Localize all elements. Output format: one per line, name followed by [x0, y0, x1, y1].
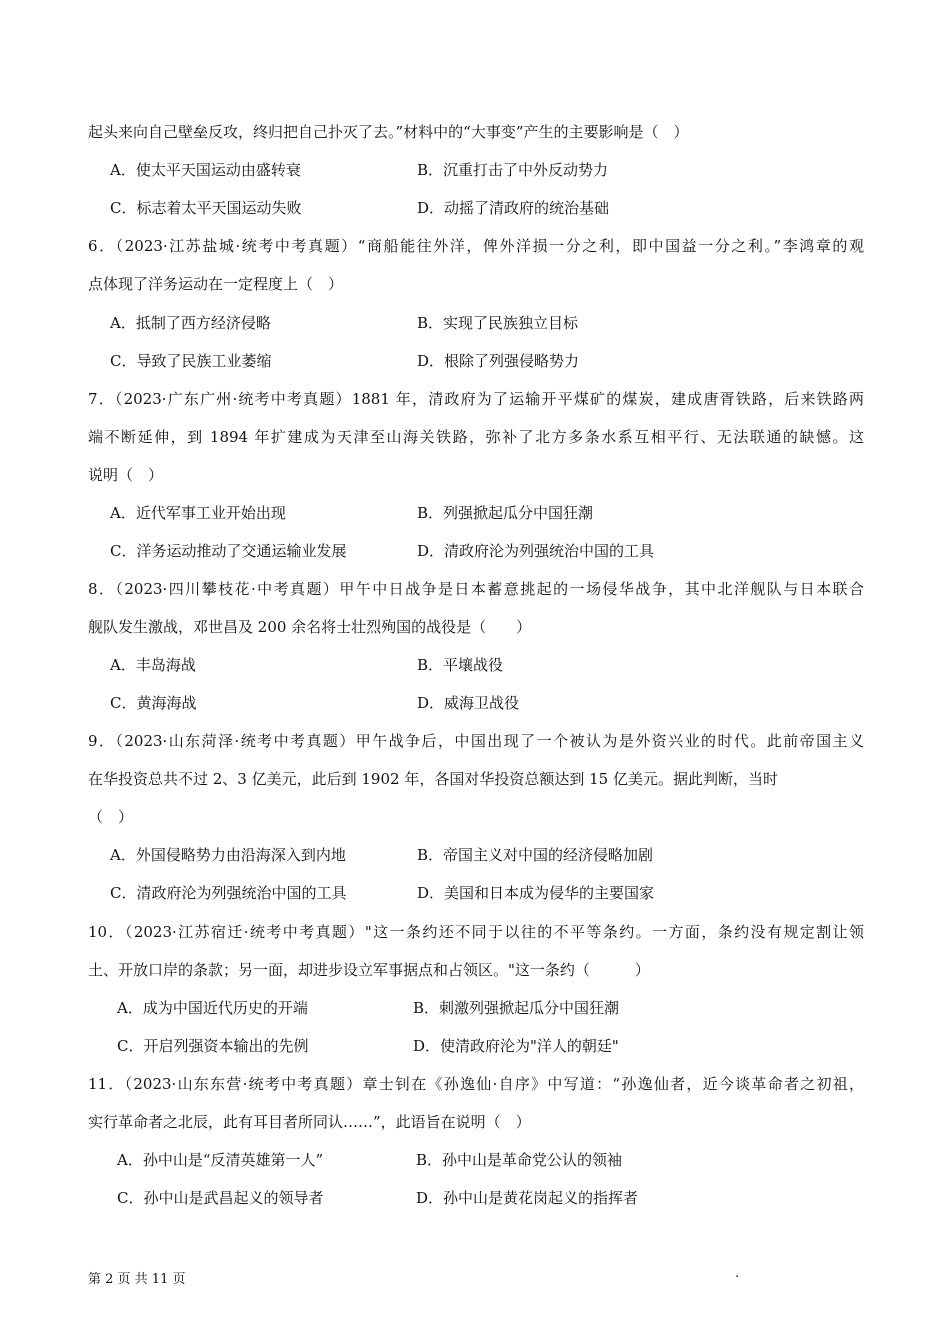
intro-option-d: D．动摇了清政府的统治基础: [417, 199, 610, 217]
question-9-option-c: C．清政府沦为列强统治中国的工具: [110, 884, 347, 902]
question-11-line-1: 11．（2023·山东东营·统考中考真题）章士钊在《孙逸仙·自序》中写道：“孙逸仙者，近今谈革命者之初祖，: [88, 1075, 864, 1093]
question-8-option-c: C．黄海海战: [110, 694, 197, 712]
footer-dot: .: [735, 1266, 740, 1281]
intro-line: 起头来向自己壁垒反攻，终归把自己扑灭了去。”材料中的“大事变”产生的主要影响是（ ）: [88, 123, 689, 141]
page-number: 第 2 页 共 11 页: [88, 1272, 186, 1287]
question-7-option-d: D．清政府沦为列强统治中国的工具: [417, 542, 655, 560]
question-6-line-1: 6．（2023·江苏盐城·统考中考真题）“商船能往外洋，俾外洋损一分之利，即中国益一分之利。”李鸿章的观: [88, 237, 864, 255]
question-6-option-b: B．实现了民族独立目标: [417, 314, 579, 332]
question-8-line-1: 8．（2023·四川攀枝花·中考真题）甲午中日战争是日本蓄意挑起的一场侵华战争，其中北洋舰队与日本联合: [88, 580, 864, 598]
question-7-option-b: B．列强掀起瓜分中国狂潮: [417, 504, 594, 522]
question-10-option-d: D．使清政府沦为"洋人的朝廷": [413, 1037, 619, 1055]
question-11-option-b: B．孙中山是革命党公认的领袖: [416, 1151, 623, 1169]
question-10-option-a: A．成为中国近代历史的开端: [117, 999, 308, 1017]
question-11-option-c: C．孙中山是武昌起义的领导者: [117, 1189, 324, 1207]
question-11-option-a: A．孙中山是“反清英雄第一人”: [117, 1151, 324, 1169]
question-8-option-d: D．威海卫战役: [417, 694, 520, 712]
question-7-option-c: C．洋务运动推动了交通运输业发展: [110, 542, 347, 560]
question-7-line-1: 7．（2023·广东广州·统考中考真题）1881 年，清政府为了运输开平煤矿的煤炭，建成唐胥铁路，后来铁路两: [88, 390, 864, 408]
question-9-line-2: 在华投资总共不过 2、3 亿美元，此后到 1902 年，各国对华投资总额达到 15 亿美元。据此判断，当时: [88, 770, 778, 788]
question-7-line-3: 说明（ ）: [88, 466, 164, 484]
question-6-option-a: A．抵制了西方经济侵略: [110, 314, 271, 332]
intro-option-a: A．使太平天国运动由盛转衰: [110, 161, 301, 179]
question-10-line-2: 土、开放口岸的条款；另一面，却进步设立军事据点和占领区。"这一条约（ ）: [88, 961, 650, 979]
question-8-option-a: A．丰岛海战: [110, 656, 196, 674]
question-11-line-2: 实行革命者之北辰，此有耳目者所同认……”，此语旨在说明（ ）: [88, 1113, 531, 1131]
question-9-option-d: D．美国和日本成为侵华的主要国家: [417, 884, 655, 902]
question-9-line-1: 9．（2023·山东菏泽·统考中考真题）甲午战争后，中国出现了一个被认为是外资兴业的时代。此前帝国主义: [88, 732, 864, 750]
question-6-option-d: D．根除了列强侵略势力: [417, 352, 580, 370]
question-9-line-3: （ ）: [88, 808, 134, 826]
question-10-option-c: C．开启列强资本输出的先例: [117, 1037, 309, 1055]
question-8-line-2: 舰队发生激战，邓世昌及 200 余名将士壮烈殉国的战役是（ ）: [88, 618, 532, 636]
intro-option-c: C．标志着太平天国运动失败: [110, 199, 302, 217]
question-11-option-d: D．孙中山是黄花岗起义的指挥者: [416, 1189, 639, 1207]
question-9-option-a: A．外国侵略势力由沿海深入到内地: [110, 846, 346, 864]
question-6-option-c: C．导致了民族工业萎缩: [110, 352, 272, 370]
question-10-line-1: 10．（2023·江苏宿迁·统考中考真题）"这一条约还不同于以往的不平等条约。一方面，条约没有规定割让领: [88, 923, 864, 941]
question-7-line-2: 端不断延伸，到 1894 年扩建成为天津至山海关铁路，弥补了北方多条水系互相平行、无法联通的缺憾。这: [88, 428, 864, 446]
question-6-line-2: 点体现了洋务运动在一定程度上（ ）: [88, 275, 344, 293]
question-9-option-b: B．帝国主义对中国的经济侵略加剧: [417, 846, 654, 864]
intro-option-b: B．沉重打击了中外反动势力: [417, 161, 609, 179]
question-7-option-a: A．近代军事工业开始出现: [110, 504, 286, 522]
question-8-option-b: B．平壤战役: [417, 656, 504, 674]
question-10-option-b: B．刺激列强掀起瓜分中国狂潮: [413, 999, 620, 1017]
